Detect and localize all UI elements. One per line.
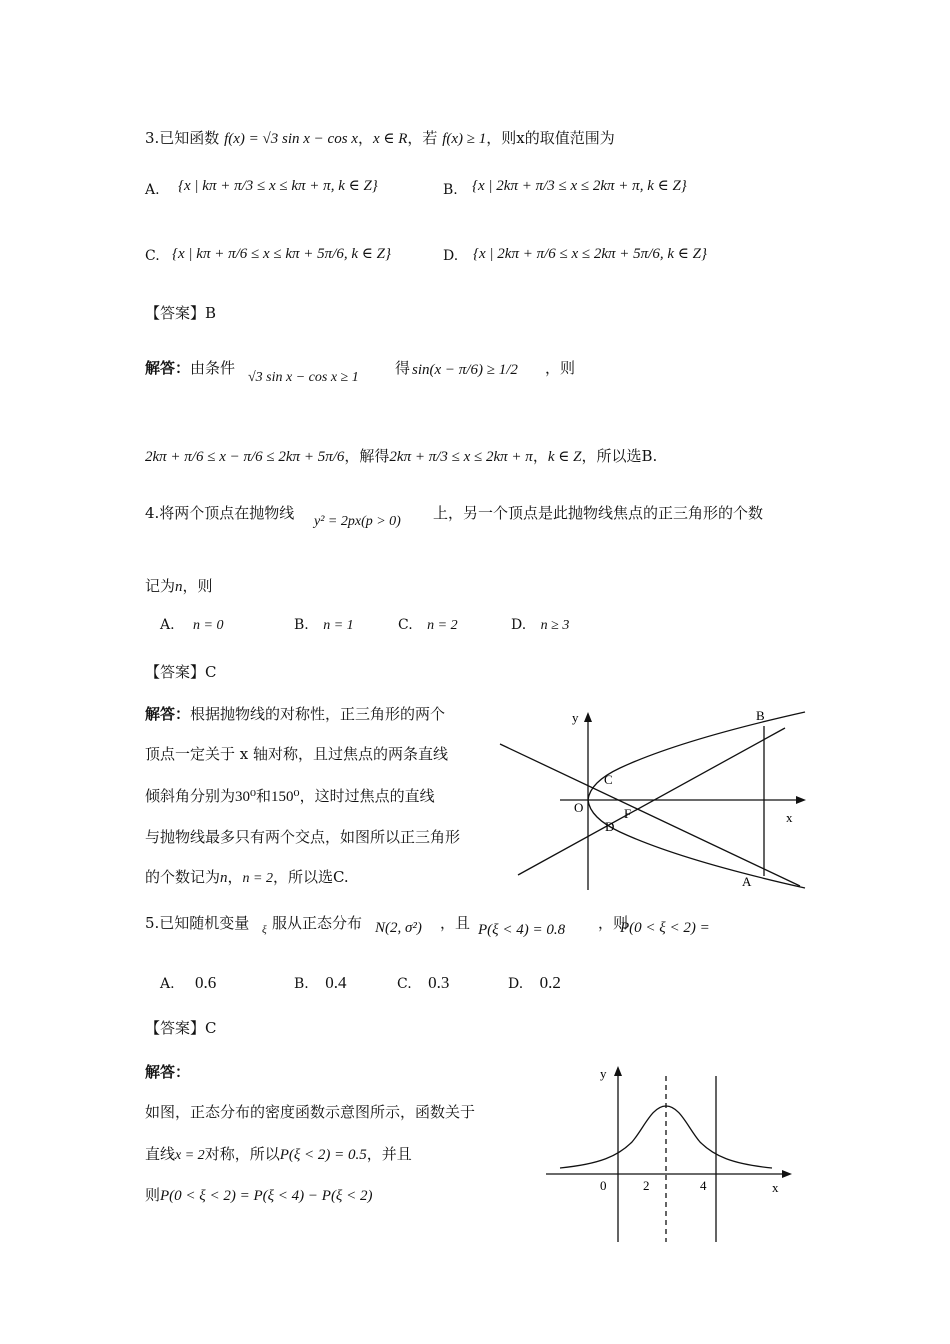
q3-option-d-text: {x | 2kπ + π/6 ≤ x ≤ 2kπ + 5π/6, k ∈ Z} xyxy=(473,246,707,262)
q5-solution-line3: 则P(0 < ξ < 2) = P(ξ < 4) − P(ξ < 2) xyxy=(145,1186,373,1204)
q3-solution-de: 得 xyxy=(395,359,411,377)
q5-option-d: D. 0.2 xyxy=(508,973,561,992)
q5-stem-b: 服从正态分布 xyxy=(272,914,363,932)
q5-normal-density-figure xyxy=(540,1060,800,1245)
q4-label-f: F xyxy=(624,806,632,821)
q4-stem-line2: 记为n，则 xyxy=(145,577,213,595)
q5-stem-xi: ξ xyxy=(262,924,267,936)
q5-label-four: 4 xyxy=(700,1178,707,1193)
q5-option-c: C. 0.3 xyxy=(397,973,450,992)
q4-line-fa xyxy=(500,744,800,886)
q3-option-c: C. xyxy=(145,248,160,264)
q5-option-a: A. 0.6 xyxy=(160,973,217,992)
q4-label-y: y xyxy=(572,710,579,725)
q3-solution-ze: ，则 xyxy=(545,359,576,377)
q5-stem-a: 5.已知随机变量 xyxy=(145,914,250,932)
q4-solution-line5: 的个数记为n，n = 2，所以选C. xyxy=(145,868,349,886)
q4-solution-line1: 解答：根据抛物线的对称性，正三角形的两个 xyxy=(145,705,446,723)
q4-label-c: C xyxy=(604,772,613,787)
q4-option-a: A. n = 0 xyxy=(160,617,224,633)
q5-stem-q: P(0 < ξ < 2) = xyxy=(620,920,710,936)
q5-solution-label: 解答： xyxy=(145,1063,191,1081)
q3-answer: 【答案】B xyxy=(145,304,217,322)
q4-option-b: B. n = 1 xyxy=(294,617,354,633)
q3-solution-line1: 解答：由条件 xyxy=(145,359,236,377)
q5-stem-p: P(ξ < 4) = 0.8 xyxy=(478,922,566,938)
q5-stem-c: ，且 xyxy=(440,914,471,932)
q4-label-x: x xyxy=(786,810,793,825)
q4-option-c: C. n = 2 xyxy=(398,617,458,633)
q3-option-c-text: {x | kπ + π/6 ≤ x ≤ kπ + 5π/6, k ∈ Z} xyxy=(172,246,391,262)
q4-label-a: A xyxy=(742,874,752,889)
q3-option-a: A. xyxy=(145,182,160,198)
q5-answer: 【答案】C xyxy=(145,1019,217,1037)
q5-stem-d: ，则 xyxy=(598,914,629,932)
q5-label-x: x xyxy=(772,1180,779,1195)
q5-x-axis-arrow-icon xyxy=(782,1170,792,1178)
q4-label-d: D xyxy=(605,819,615,834)
q4-stem-line1b: 上，另一个顶点是此抛物线焦点的正三角形的个数 xyxy=(433,504,764,522)
q4-stem-line1: 4.将两个顶点在抛物线 xyxy=(145,504,295,522)
q5-solution-line1: 如图，正态分布的密度函数示意图所示，函数关于 xyxy=(145,1103,476,1121)
q4-solution-line2: 顶点一定关于 x 轴对称，且过焦点的两条直线 xyxy=(145,745,448,763)
q5-label-two: 2 xyxy=(643,1178,650,1193)
q5-label-zero: 0 xyxy=(600,1178,607,1193)
q5-stem-dist: N(2, σ²) xyxy=(375,920,422,936)
q4-y-axis-arrow-icon xyxy=(584,712,592,722)
q4-parabola-figure xyxy=(490,700,820,895)
q3-option-a-text: {x | kπ + π/3 ≤ x ≤ kπ + π, k ∈ Z} xyxy=(178,178,378,194)
q3-option-d: D. xyxy=(443,248,459,264)
q4-line-fb xyxy=(518,728,785,875)
q3-solution-expr1: √3 sin x − cos x ≥ 1 xyxy=(248,370,359,385)
q4-x-axis-arrow-icon xyxy=(796,796,806,804)
q4-label-b: B xyxy=(756,708,765,723)
q4-solution-line4: 与抛物线最多只有两个交点，如图所以正三角形 xyxy=(145,828,461,846)
q3-stem: 3.已知函数 f(x) = √3 sin x − cos x，x ∈ R，若 f(x) ≥ 1，则x的取值范围为 xyxy=(145,129,615,147)
q3-option-b-text: {x | 2kπ + π/3 ≤ x ≤ 2kπ + π, k ∈ Z} xyxy=(472,178,687,194)
q3-solution-expr2: sin(x − π/6) ≥ 1/2 xyxy=(412,362,518,378)
q5-y-axis-arrow-icon xyxy=(614,1066,622,1076)
q4-label-o: O xyxy=(574,800,584,815)
q4-solution-line3: 倾斜角分别为30⁰和150⁰，这时过焦点的直线 xyxy=(145,787,435,805)
q5-solution-line2: 直线x = 2对称，所以P(ξ < 2) = 0.5，并且 xyxy=(145,1145,412,1163)
q3-solution-line2: 2kπ + π/6 ≤ x − π/6 ≤ 2kπ + 5π/6，解得2kπ + π/3 ≤ x ≤ 2kπ + π，k ∈ Z，所以选B. xyxy=(145,447,658,465)
q5-option-b: B. 0.4 xyxy=(294,973,347,992)
q5-label-y: y xyxy=(600,1066,607,1081)
q4-answer: 【答案】C xyxy=(145,663,217,681)
q4-stem-expr: y² = 2px(p > 0) xyxy=(314,514,401,529)
q4-option-d: D. n ≥ 3 xyxy=(511,617,570,633)
q3-option-b: B. xyxy=(443,182,458,198)
